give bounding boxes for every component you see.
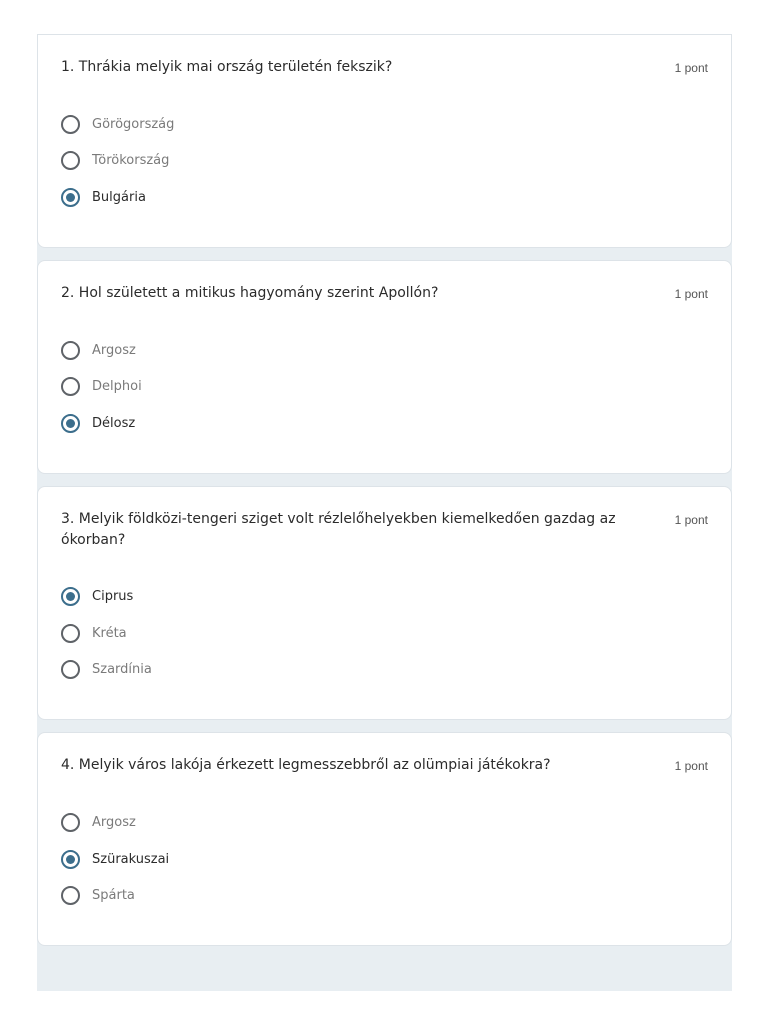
option-label: Szardínia [92,661,152,677]
option-label: Argosz [92,814,136,830]
option-label: Delphoi [92,378,142,394]
option-delphoi[interactable] [61,375,142,397]
radio-unchecked-icon[interactable] [61,660,80,679]
option-label: Kréta [92,625,127,641]
option-label: Argosz [92,342,136,358]
question-points: 1 pont [674,513,708,527]
radio-checked-icon[interactable] [61,188,80,207]
option-szardinia[interactable] [61,658,152,680]
radio-unchecked-icon[interactable] [61,813,80,832]
radio-checked-icon[interactable] [61,850,80,869]
option-label: Spárta [92,887,135,903]
question-card-3 [37,486,732,720]
radio-unchecked-icon[interactable] [61,341,80,360]
question-title: 4. Melyik város lakója érkezett legmesszebbről az olümpiai játékokra? [61,757,551,773]
option-label: Bulgária [92,189,146,205]
radio-unchecked-icon[interactable] [61,886,80,905]
question-card-1 [37,34,732,248]
option-argosz[interactable] [61,811,136,833]
option-argosz[interactable] [61,339,136,361]
option-label: Görögország [92,116,175,132]
option-delosz[interactable] [61,412,135,434]
option-szurakuszai[interactable] [61,848,169,870]
question-points: 1 pont [674,759,708,773]
option-kreta[interactable] [61,622,127,644]
option-label: Törökország [92,152,170,168]
option-torokorszag[interactable] [61,149,169,171]
question-card-2 [37,260,732,474]
radio-checked-icon[interactable] [61,587,80,606]
question-points: 1 pont [674,61,708,75]
option-sparta[interactable] [61,884,135,906]
radio-unchecked-icon[interactable] [61,624,80,643]
option-label: Délosz [92,415,136,431]
question-title: 3. Melyik földközi-tengeri sziget volt rézlelőhelyekben kiemelkedően gazdag az ókorban? [61,511,616,548]
radio-unchecked-icon[interactable] [61,151,80,170]
option-label: Szürakuszai [92,851,170,867]
question-points: 1 pont [674,287,708,301]
radio-unchecked-icon[interactable] [61,377,80,396]
question-title: 2. Hol született a mitikus hagyomány szerint Apollón? [61,285,439,301]
radio-unchecked-icon[interactable] [61,115,80,134]
option-bulgaria[interactable] [61,186,146,208]
option-gorogorszag[interactable] [61,113,174,135]
radio-checked-icon[interactable] [61,414,80,433]
question-title: 1. Thrákia melyik mai ország területén fekszik? [61,59,393,75]
option-ciprus[interactable] [61,585,133,607]
question-card-4 [37,732,732,946]
option-label: Ciprus [92,588,134,604]
